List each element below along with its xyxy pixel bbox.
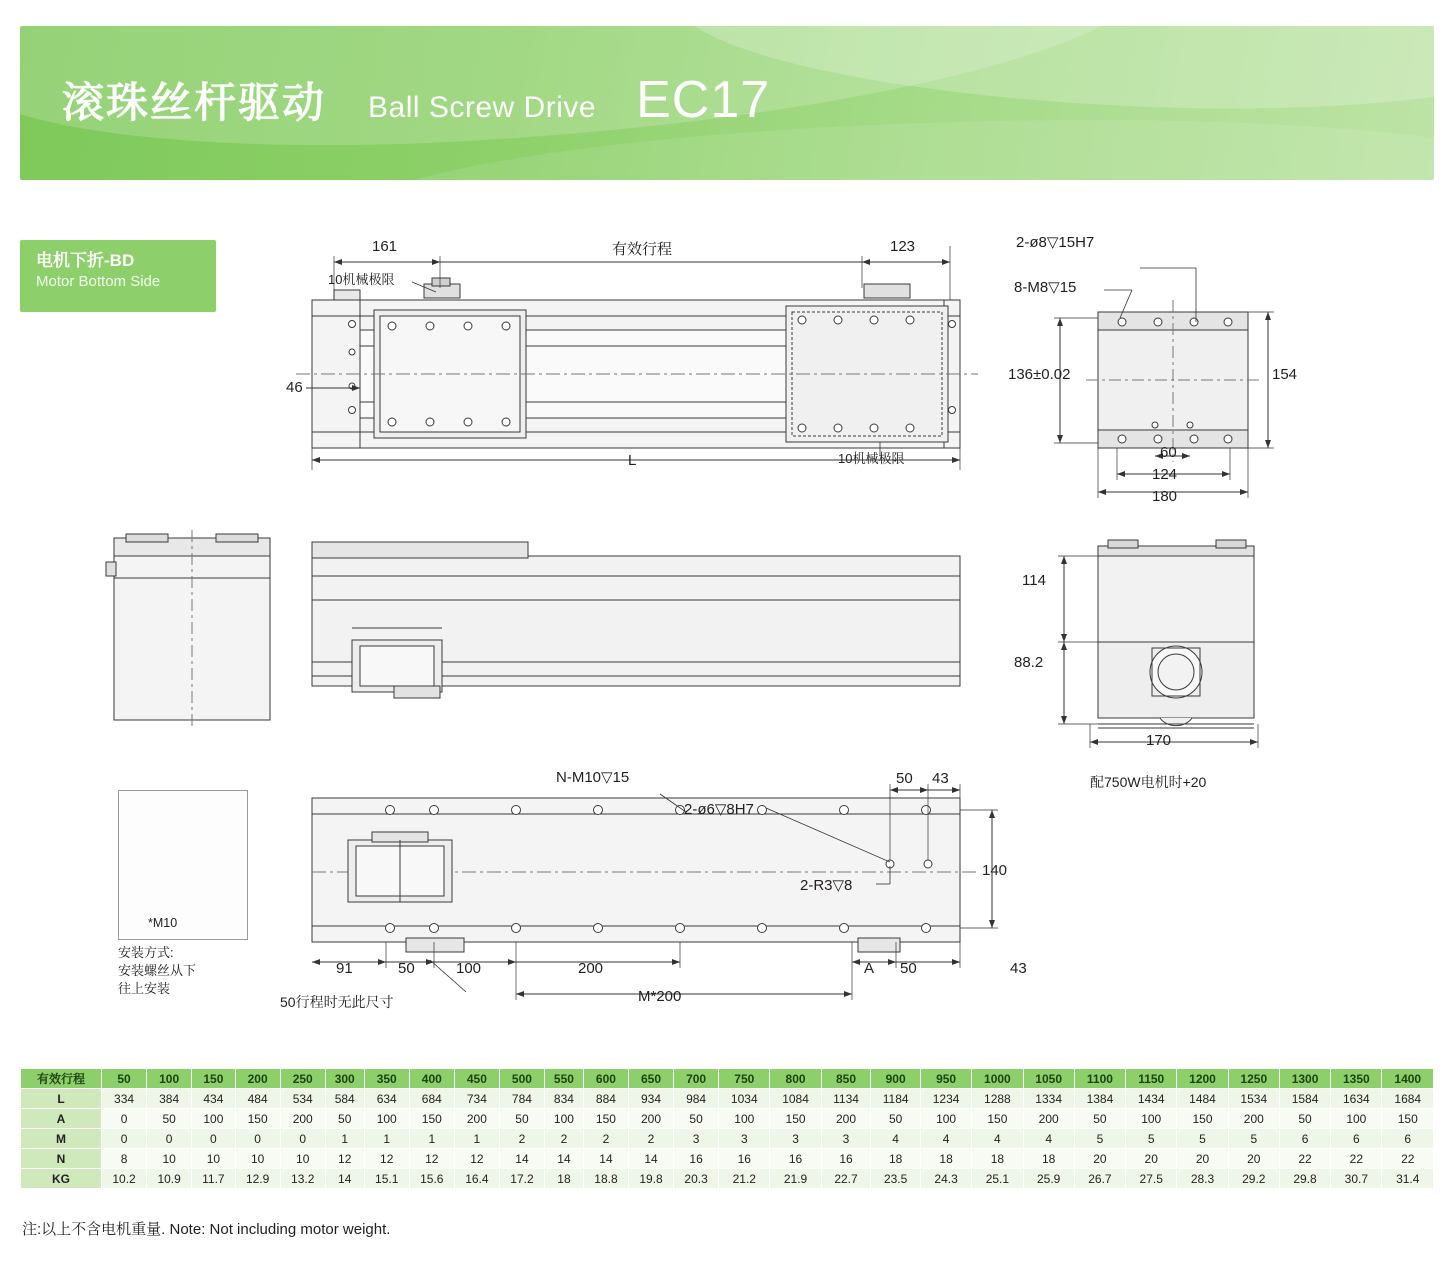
bottom-view-drawing [312, 784, 998, 1000]
table-cell: 1 [409, 1129, 454, 1149]
table-cell: 1134 [821, 1089, 871, 1109]
table-header-cell: 1050 [1023, 1069, 1074, 1089]
table-cell: 20 [1177, 1149, 1228, 1169]
table-row [21, 1169, 1434, 1189]
dim-43-right: 43 [1010, 960, 1027, 977]
table-cell: 25.9 [1023, 1169, 1074, 1189]
table-cell: 8 [102, 1149, 147, 1169]
table-cell: 1184 [871, 1089, 921, 1109]
table-header-row [21, 1069, 1434, 1089]
table-cell: 6 [1382, 1129, 1434, 1149]
dim-200: 200 [578, 960, 604, 977]
table-cell: 834 [544, 1089, 583, 1109]
callout-8-m8: 8-M8▽15 [1014, 279, 1077, 296]
table-cell: 0 [235, 1129, 280, 1149]
table-cell: 50 [325, 1109, 364, 1129]
table-cell: 100 [544, 1109, 583, 1129]
left-side-view-drawing [106, 530, 270, 730]
table-cell: 200 [628, 1109, 673, 1129]
dim-114: 114 [1022, 572, 1046, 589]
dim-50-bottom: 50 [398, 960, 415, 977]
table-cell: 13.2 [280, 1169, 325, 1189]
table-cell: 15.6 [409, 1169, 454, 1189]
table-cell: 584 [325, 1089, 364, 1109]
dim-161: 161 [372, 238, 398, 255]
table-row [21, 1089, 1434, 1109]
table-cell: 534 [280, 1089, 325, 1109]
table-cell: 18.8 [583, 1169, 628, 1189]
mount-caption-line-1: 安装方式: [118, 945, 174, 960]
table-cell: 1534 [1228, 1089, 1279, 1109]
table-cell: 18 [1023, 1149, 1074, 1169]
spec-table [20, 1068, 1434, 1189]
table-cell: 100 [192, 1109, 235, 1129]
table-cell: 200 [821, 1109, 871, 1129]
table-cell: 16.4 [454, 1169, 499, 1189]
table-cell: 10.9 [147, 1169, 192, 1189]
table-cell: 25.1 [972, 1169, 1023, 1189]
table-row-header: L [21, 1089, 102, 1109]
table-cell: 150 [583, 1109, 628, 1129]
table-header-cell: 1000 [972, 1069, 1023, 1089]
table-header-cell: 100 [147, 1069, 192, 1089]
note-50-stroke: 50行程时无此尺寸 [280, 994, 394, 1010]
table-cell: 14 [628, 1149, 673, 1169]
dim-43-top: 43 [932, 770, 949, 787]
table-cell: 2 [583, 1129, 628, 1149]
table-cell: 0 [192, 1129, 235, 1149]
table-cell: 27.5 [1126, 1169, 1177, 1189]
table-cell: 10 [280, 1149, 325, 1169]
end-view-drawing [1054, 268, 1274, 498]
table-header-cell: 1100 [1074, 1069, 1125, 1089]
table-cell: 200 [454, 1109, 499, 1129]
front-elevation-drawing [312, 542, 960, 698]
table-cell: 22.7 [821, 1169, 871, 1189]
table-cell: 5 [1074, 1129, 1125, 1149]
top-view-drawing [296, 246, 978, 470]
table-header-cell: 1150 [1126, 1069, 1177, 1089]
table-cell: 50 [147, 1109, 192, 1129]
table-cell: 3 [674, 1129, 719, 1149]
table-cell: 1034 [719, 1089, 770, 1109]
table-cell: 26.7 [1074, 1169, 1125, 1189]
variant-tag-en: Motor Bottom Side [36, 273, 161, 290]
table-header-cell: 1200 [1177, 1069, 1228, 1089]
table-cell: 24.3 [920, 1169, 971, 1189]
dim-180: 180 [1152, 488, 1178, 505]
table-cell: 20 [1228, 1149, 1279, 1169]
table-cell: 200 [280, 1109, 325, 1129]
table-cell: 20 [1074, 1149, 1125, 1169]
dim-88-2: 88.2 [1014, 654, 1044, 671]
table-header-cell: 750 [719, 1069, 770, 1089]
dim-123: 123 [890, 238, 916, 255]
table-cell: 50 [1279, 1109, 1330, 1129]
table-cell: 484 [235, 1089, 280, 1109]
table-cell: 384 [147, 1089, 192, 1109]
table-header-cell: 350 [364, 1069, 409, 1089]
table-header-cell: 1250 [1228, 1069, 1279, 1089]
dim-124: 124 [1152, 466, 1178, 483]
table-cell: 1084 [770, 1089, 821, 1109]
table-cell: 12 [409, 1149, 454, 1169]
table-cell: 20.3 [674, 1169, 719, 1189]
table-cell: 100 [920, 1109, 971, 1129]
table-cell: 150 [770, 1109, 821, 1129]
dim-50-top: 50 [896, 770, 913, 787]
callout-n-m10: N-M10▽15 [556, 769, 630, 786]
table-row-header: A [21, 1109, 102, 1129]
table-cell: 10 [147, 1149, 192, 1169]
table-cell: 5 [1126, 1129, 1177, 1149]
table-cell: 2 [544, 1129, 583, 1149]
mount-caption-line-2: 安装螺丝从下 [118, 963, 197, 978]
table-cell: 0 [280, 1129, 325, 1149]
table-header-cell: 650 [628, 1069, 673, 1089]
table-cell: 3 [719, 1129, 770, 1149]
table-cell: 15.1 [364, 1169, 409, 1189]
table-row [21, 1149, 1434, 1169]
table-cell: 1 [325, 1129, 364, 1149]
table-header-cell: 450 [454, 1069, 499, 1089]
table-row [21, 1129, 1434, 1149]
mount-method-caption [118, 944, 196, 998]
table-cell: 14 [544, 1149, 583, 1169]
table-cell: 5 [1228, 1129, 1279, 1149]
table-cell: 100 [1331, 1109, 1382, 1129]
table-header-cell: 1350 [1331, 1069, 1382, 1089]
table-cell: 12 [454, 1149, 499, 1169]
table-header-cell: 1400 [1382, 1069, 1434, 1089]
table-cell: 100 [719, 1109, 770, 1129]
table-cell: 200 [1228, 1109, 1279, 1129]
table-cell: 934 [628, 1089, 673, 1109]
table-cell: 50 [871, 1109, 921, 1129]
table-cell: 150 [1177, 1109, 1228, 1129]
dim-154: 154 [1272, 366, 1298, 383]
table-header-cell: 550 [544, 1069, 583, 1089]
table-header-cell: 850 [821, 1069, 871, 1089]
note-limit-left: 10机械极限 [328, 272, 395, 287]
table-cell: 1288 [972, 1089, 1023, 1109]
table-cell: 0 [147, 1129, 192, 1149]
table-cell: 434 [192, 1089, 235, 1109]
table-cell: 6 [1331, 1129, 1382, 1149]
table-row-header: N [21, 1149, 102, 1169]
table-cell: 22 [1382, 1149, 1434, 1169]
table-row-header: KG [21, 1169, 102, 1189]
table-header-cell: 950 [920, 1069, 971, 1089]
dim-effective-stroke: 有效行程 [612, 241, 673, 258]
table-cell: 31.4 [1382, 1169, 1434, 1189]
table-cell: 150 [972, 1109, 1023, 1129]
table-cell: 22 [1331, 1149, 1382, 1169]
table-cell: 10.2 [102, 1169, 147, 1189]
dim-140: 140 [982, 862, 1008, 879]
table-row-header: M [21, 1129, 102, 1149]
note-limit-right: 10机械极限 [838, 451, 905, 466]
table-cell: 14 [499, 1149, 544, 1169]
table-cell: 28.3 [1177, 1169, 1228, 1189]
table-cell: 6 [1279, 1129, 1330, 1149]
table-header-cell: 600 [583, 1069, 628, 1089]
dim-A: A [864, 960, 875, 977]
table-cell: 4 [972, 1129, 1023, 1149]
table-cell: 19.8 [628, 1169, 673, 1189]
table-cell: 30.7 [1331, 1169, 1382, 1189]
callout-2-r3: 2-R3▽8 [800, 877, 853, 894]
table-cell: 1484 [1177, 1089, 1228, 1109]
dim-46: 46 [286, 379, 303, 396]
dim-91: 91 [336, 960, 353, 977]
table-cell: 22 [1279, 1149, 1330, 1169]
table-cell: 5 [1177, 1129, 1228, 1149]
table-cell: 23.5 [871, 1169, 921, 1189]
table-cell: 784 [499, 1089, 544, 1109]
table-cell: 984 [674, 1089, 719, 1109]
table-cell: 18 [544, 1169, 583, 1189]
table-cell: 1384 [1074, 1089, 1125, 1109]
footer-note: 注:以上不含电机重量. Note: Not including motor weight. [22, 1221, 391, 1238]
title-english: Ball Screw Drive [368, 91, 597, 124]
table-cell: 12.9 [235, 1169, 280, 1189]
motor-side-view-drawing [1058, 540, 1258, 748]
table-cell: 1 [364, 1129, 409, 1149]
table-cell: 3 [770, 1129, 821, 1149]
dim-L: L [628, 452, 637, 469]
dim-50-right: 50 [900, 960, 917, 977]
table-header-cell: 300 [325, 1069, 364, 1089]
table-cell: 734 [454, 1089, 499, 1109]
table-cell: 21.9 [770, 1169, 821, 1189]
table-cell: 12 [364, 1149, 409, 1169]
table-cell: 11.7 [192, 1169, 235, 1189]
variant-tag-cn: 电机下折-BD [36, 251, 135, 270]
table-cell: 884 [583, 1089, 628, 1109]
dim-60: 60 [1160, 444, 1177, 461]
table-cell: 1334 [1023, 1089, 1074, 1109]
table-cell: 1434 [1126, 1089, 1177, 1109]
table-cell: 0 [102, 1109, 147, 1129]
table-cell: 2 [628, 1129, 673, 1149]
table-cell: 150 [235, 1109, 280, 1129]
table-cell: 4 [871, 1129, 921, 1149]
table-cell: 200 [1023, 1109, 1074, 1129]
table-header-cell: 900 [871, 1069, 921, 1089]
table-cell: 29.8 [1279, 1169, 1330, 1189]
table-cell: 16 [770, 1149, 821, 1169]
table-cell: 1634 [1331, 1089, 1382, 1109]
table-cell: 16 [821, 1149, 871, 1169]
table-cell: 10 [192, 1149, 235, 1169]
table-cell: 0 [102, 1129, 147, 1149]
table-cell: 634 [364, 1089, 409, 1109]
label-m10: *M10 [148, 916, 178, 930]
dim-170: 170 [1146, 732, 1172, 749]
table-header-cell: 200 [235, 1069, 280, 1089]
table-cell: 14 [325, 1169, 364, 1189]
table-cell: 12 [325, 1149, 364, 1169]
table-cell: 100 [1126, 1109, 1177, 1129]
callout-2-phi6: 2-ø6▽8H7 [684, 801, 754, 818]
model-number: EC17 [636, 71, 771, 129]
table-cell: 3 [821, 1129, 871, 1149]
table-header-cell: 400 [409, 1069, 454, 1089]
table-header-cell: 700 [674, 1069, 719, 1089]
note-750w-motor: 配750W电机时+20 [1090, 774, 1207, 790]
table-cell: 50 [1074, 1109, 1125, 1129]
table-cell: 21.2 [719, 1169, 770, 1189]
table-cell: 18 [871, 1149, 921, 1169]
dim-136: 136±0.02 [1008, 366, 1071, 383]
table-header-stroke: 有效行程 [21, 1069, 102, 1089]
table-cell: 4 [1023, 1129, 1074, 1149]
table-cell: 50 [674, 1109, 719, 1129]
callout-2-phi8: 2-ø8▽15H7 [1016, 234, 1095, 251]
table-cell: 684 [409, 1089, 454, 1109]
table-cell: 17.2 [499, 1169, 544, 1189]
table-cell: 29.2 [1228, 1169, 1279, 1189]
table-header-cell: 500 [499, 1069, 544, 1089]
table-header-cell: 800 [770, 1069, 821, 1089]
table-header-cell: 250 [280, 1069, 325, 1089]
table-cell: 20 [1126, 1149, 1177, 1169]
table-cell: 4 [920, 1129, 971, 1149]
table-cell: 16 [719, 1149, 770, 1169]
table-cell: 1 [454, 1129, 499, 1149]
table-cell: 100 [364, 1109, 409, 1129]
table-cell: 150 [409, 1109, 454, 1129]
table-header-cell: 1300 [1279, 1069, 1330, 1089]
table-cell: 1234 [920, 1089, 971, 1109]
mount-caption-line-3: 往上安装 [118, 981, 171, 996]
table-header-cell: 50 [102, 1069, 147, 1089]
dim-m-200: M*200 [638, 988, 682, 1005]
table-header-cell: 150 [192, 1069, 235, 1089]
table-cell: 2 [499, 1129, 544, 1149]
table-cell: 10 [235, 1149, 280, 1169]
table-cell: 50 [499, 1109, 544, 1129]
table-cell: 16 [674, 1149, 719, 1169]
table-row [21, 1109, 1434, 1129]
table-cell: 14 [583, 1149, 628, 1169]
table-cell: 1584 [1279, 1089, 1330, 1109]
table-cell: 1684 [1382, 1089, 1434, 1109]
dim-100: 100 [456, 960, 482, 977]
table-cell: 334 [102, 1089, 147, 1109]
table-cell: 150 [1382, 1109, 1434, 1129]
table-cell: 18 [920, 1149, 971, 1169]
table-cell: 18 [972, 1149, 1023, 1169]
title-chinese: 滚珠丝杆驱动 [62, 79, 327, 126]
mount-detail-frame [118, 790, 248, 940]
